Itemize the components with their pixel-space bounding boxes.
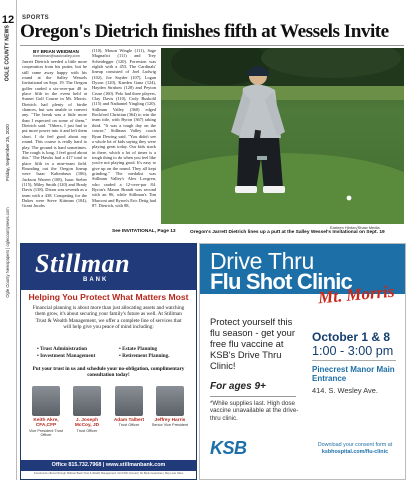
- staff-name: Adam Talbert: [113, 418, 145, 423]
- photo-credit: Earleen Hinton/Shaw Media: [330, 225, 380, 230]
- ksb-place: Pinecrest Manor Main Entrance: [312, 365, 395, 384]
- staff-title: Trust Officer: [76, 428, 98, 433]
- ksb-title-line-2: Flu Shot Clinic: [210, 269, 352, 294]
- ksb-dates: October 1 & 8: [312, 330, 391, 344]
- headline-rule: [20, 45, 404, 46]
- article-byline: BY BRIAN WEIDMAN: [33, 49, 79, 54]
- stillman-logo: Stillman: [35, 249, 131, 278]
- ksb-divider: [210, 396, 296, 397]
- staff-photo: [115, 386, 143, 416]
- publication-site: Ogle County Newspapers | oglecountynews.com: [5, 207, 10, 298]
- staff-title: Vice President Trust Officer: [29, 428, 63, 438]
- article-jump-line: See INVITATIONAL, Page 13: [112, 229, 176, 234]
- golf-photo: [161, 48, 404, 224]
- ksb-body-text: Protect yourself this flu season - get your free flu vaccine at KSB's Drive Thru Clinic!: [210, 316, 295, 371]
- page-number: 12: [1, 14, 15, 26]
- ksb-download-link[interactable]: ksbhospital.com/flu-clinic: [321, 448, 389, 455]
- staff-name: Keith Akre, CFA,CFP: [33, 418, 59, 429]
- staff-name: Jeffrey Harris: [154, 418, 186, 423]
- ksb-address: 414. S. Wesley Ave.: [312, 386, 378, 395]
- staff-name: J. Joseph McCoy, JD: [74, 418, 100, 429]
- author-email[interactable]: bweidman@saukvalley.com: [33, 54, 80, 58]
- stillman-disclaimer: Investments offered through Stillman Bank Trust & Wealth Management. Not FDIC Insured | No Bank Guarantee | May Lose Value: [33, 472, 184, 475]
- article-headline: Oregon's Dietrich finishes fifth at Wessels Invite: [20, 21, 389, 42]
- staff-photo: [73, 386, 101, 416]
- section-label: SPORTS: [22, 15, 50, 21]
- staff-photo: [156, 386, 184, 416]
- staff-card: [151, 386, 189, 428]
- ksb-flu-clinic-ad[interactable]: [199, 243, 406, 480]
- stillman-contact-bar[interactable]: Office 815.732.7968 | www.stillmanbank.com: [21, 460, 196, 471]
- stillman-bank-ad[interactable]: [20, 243, 197, 480]
- publication-name: OGLE COUNTY NEWS: [4, 24, 11, 82]
- staff-title: Trust Officer: [118, 423, 140, 428]
- ksb-download-block: [310, 442, 400, 455]
- staff-photo: [32, 386, 60, 416]
- ksb-time: 1:00 - 3:00 pm: [312, 344, 394, 358]
- golf-putt-scene-illustration: [161, 48, 404, 224]
- staff-card: [68, 386, 106, 433]
- staff-card: [110, 386, 148, 428]
- article-column-2: (110), Mason Wingle (111), Sage Magnafici (111) and Trey Scheidegger (120). Forreston was eighth with a 453. The Cardinals' lineup consisted of Joel Ludwig (102), Joe Snyder (107), Logan Dyson (120), Kaeden Ganz (124), Hayden Strabow (128) and Peyton Cruse (160). Polo had three players, Clay Davis (110), Cody Buskohl (115) and Nathaniel Yingling (120). Stillman Valley (360) edged Rockford Christian (364) to win the team title, with Byron (367) taking third. "It was a tough day on the course," Stillman Valley coach Ryan Dewing said. "You didn't see a whole lot of kids saying they were playing great today. Our kids stuck in there, which a lot of times is a tough thing to do when you feel like you're not playing good. It's easy to give up on the round. They all kept grinding." The medalist was Stillman Valley's Alex Lovgren, who carded a 12-over-par 84. Byron's Mason Brandt was second with an 86, while Stillman's Tim Marconi and Byron's Eric Detig had 87. Dietrich, with 88,: [92, 48, 156, 208]
- service-item: • Trust Administration: [37, 346, 88, 352]
- ksb-note: *While supplies last. High dose vaccine unavailable at the drive-thru clinic.: [210, 400, 299, 422]
- ksb-divider: [312, 360, 396, 361]
- ksb-logo: KSB: [210, 438, 247, 458]
- ksb-location-script: Mt. Morris: [317, 281, 396, 308]
- article-column-1: Jarrett Dietrich needed a little more cooperation from his putter, but he still came away happy with his round at the Salley Wessels Invitational on Sept. 19. The Oregon golfer carded a six-over-par 48 to place fifth in the event held at Sunset Golf Course in Mt. Morris. Dietrich had plenty of birdie chances, but was unable to convert any. "The break was a little more than I expected on some of them," Dietrich said. "Others, I just had to put more power into it and left them short. I do feel good about my round. This course is really hard to play. The ground is hard sometimes. The rough is long. I feel good about this." The Hawks had a 417 total to place fifth in a nine-team field. Rounding out the Oregon lineup were Isaac Kaltenbrun (106), Jackson Warren (108), Isaac Sieber (115), Miley Smith (120) and Brady Davis (138). Dixon was seventh as a team with a 438. Competing for the Dukes were Steve Kittman (104), Grant Jacobs: [22, 59, 87, 209]
- stillman-cta: Put your trust in us and schedule your no-obligation, complimentary consultation today!: [32, 366, 185, 379]
- service-item: • Retirement Planning.: [119, 353, 170, 359]
- service-item: • Estate Planning: [119, 346, 158, 352]
- stillman-bank-wordmark: BANK: [83, 277, 109, 283]
- service-item: • Investment Management: [37, 353, 96, 359]
- photo-caption: Oregon's Jarrett Dietrich lines up a putt at the Salley Wessel's Invitational on Sept. 19: [190, 230, 385, 235]
- issue-date: Friday, September 25, 2020: [5, 124, 10, 181]
- stillman-ad-headline: Helping You Protect What Matters Most: [28, 292, 189, 302]
- stillman-ad-intro: Financial planning is about more than just allocating assets and watching them grow, it's about securing your family's future as well. At Stillman Trust & Wealth Management, we offer a complete line of services that will help give you peace of mind including:: [32, 305, 185, 330]
- stillman-header-band: [21, 244, 196, 290]
- staff-title: Senior Vice President: [151, 423, 189, 428]
- ksb-title-line-1: Drive Thru: [210, 248, 314, 274]
- ksb-ages: For ages 9+: [210, 381, 266, 392]
- ksb-download-text: Download your consent form at: [317, 442, 393, 448]
- staff-card: [27, 386, 65, 438]
